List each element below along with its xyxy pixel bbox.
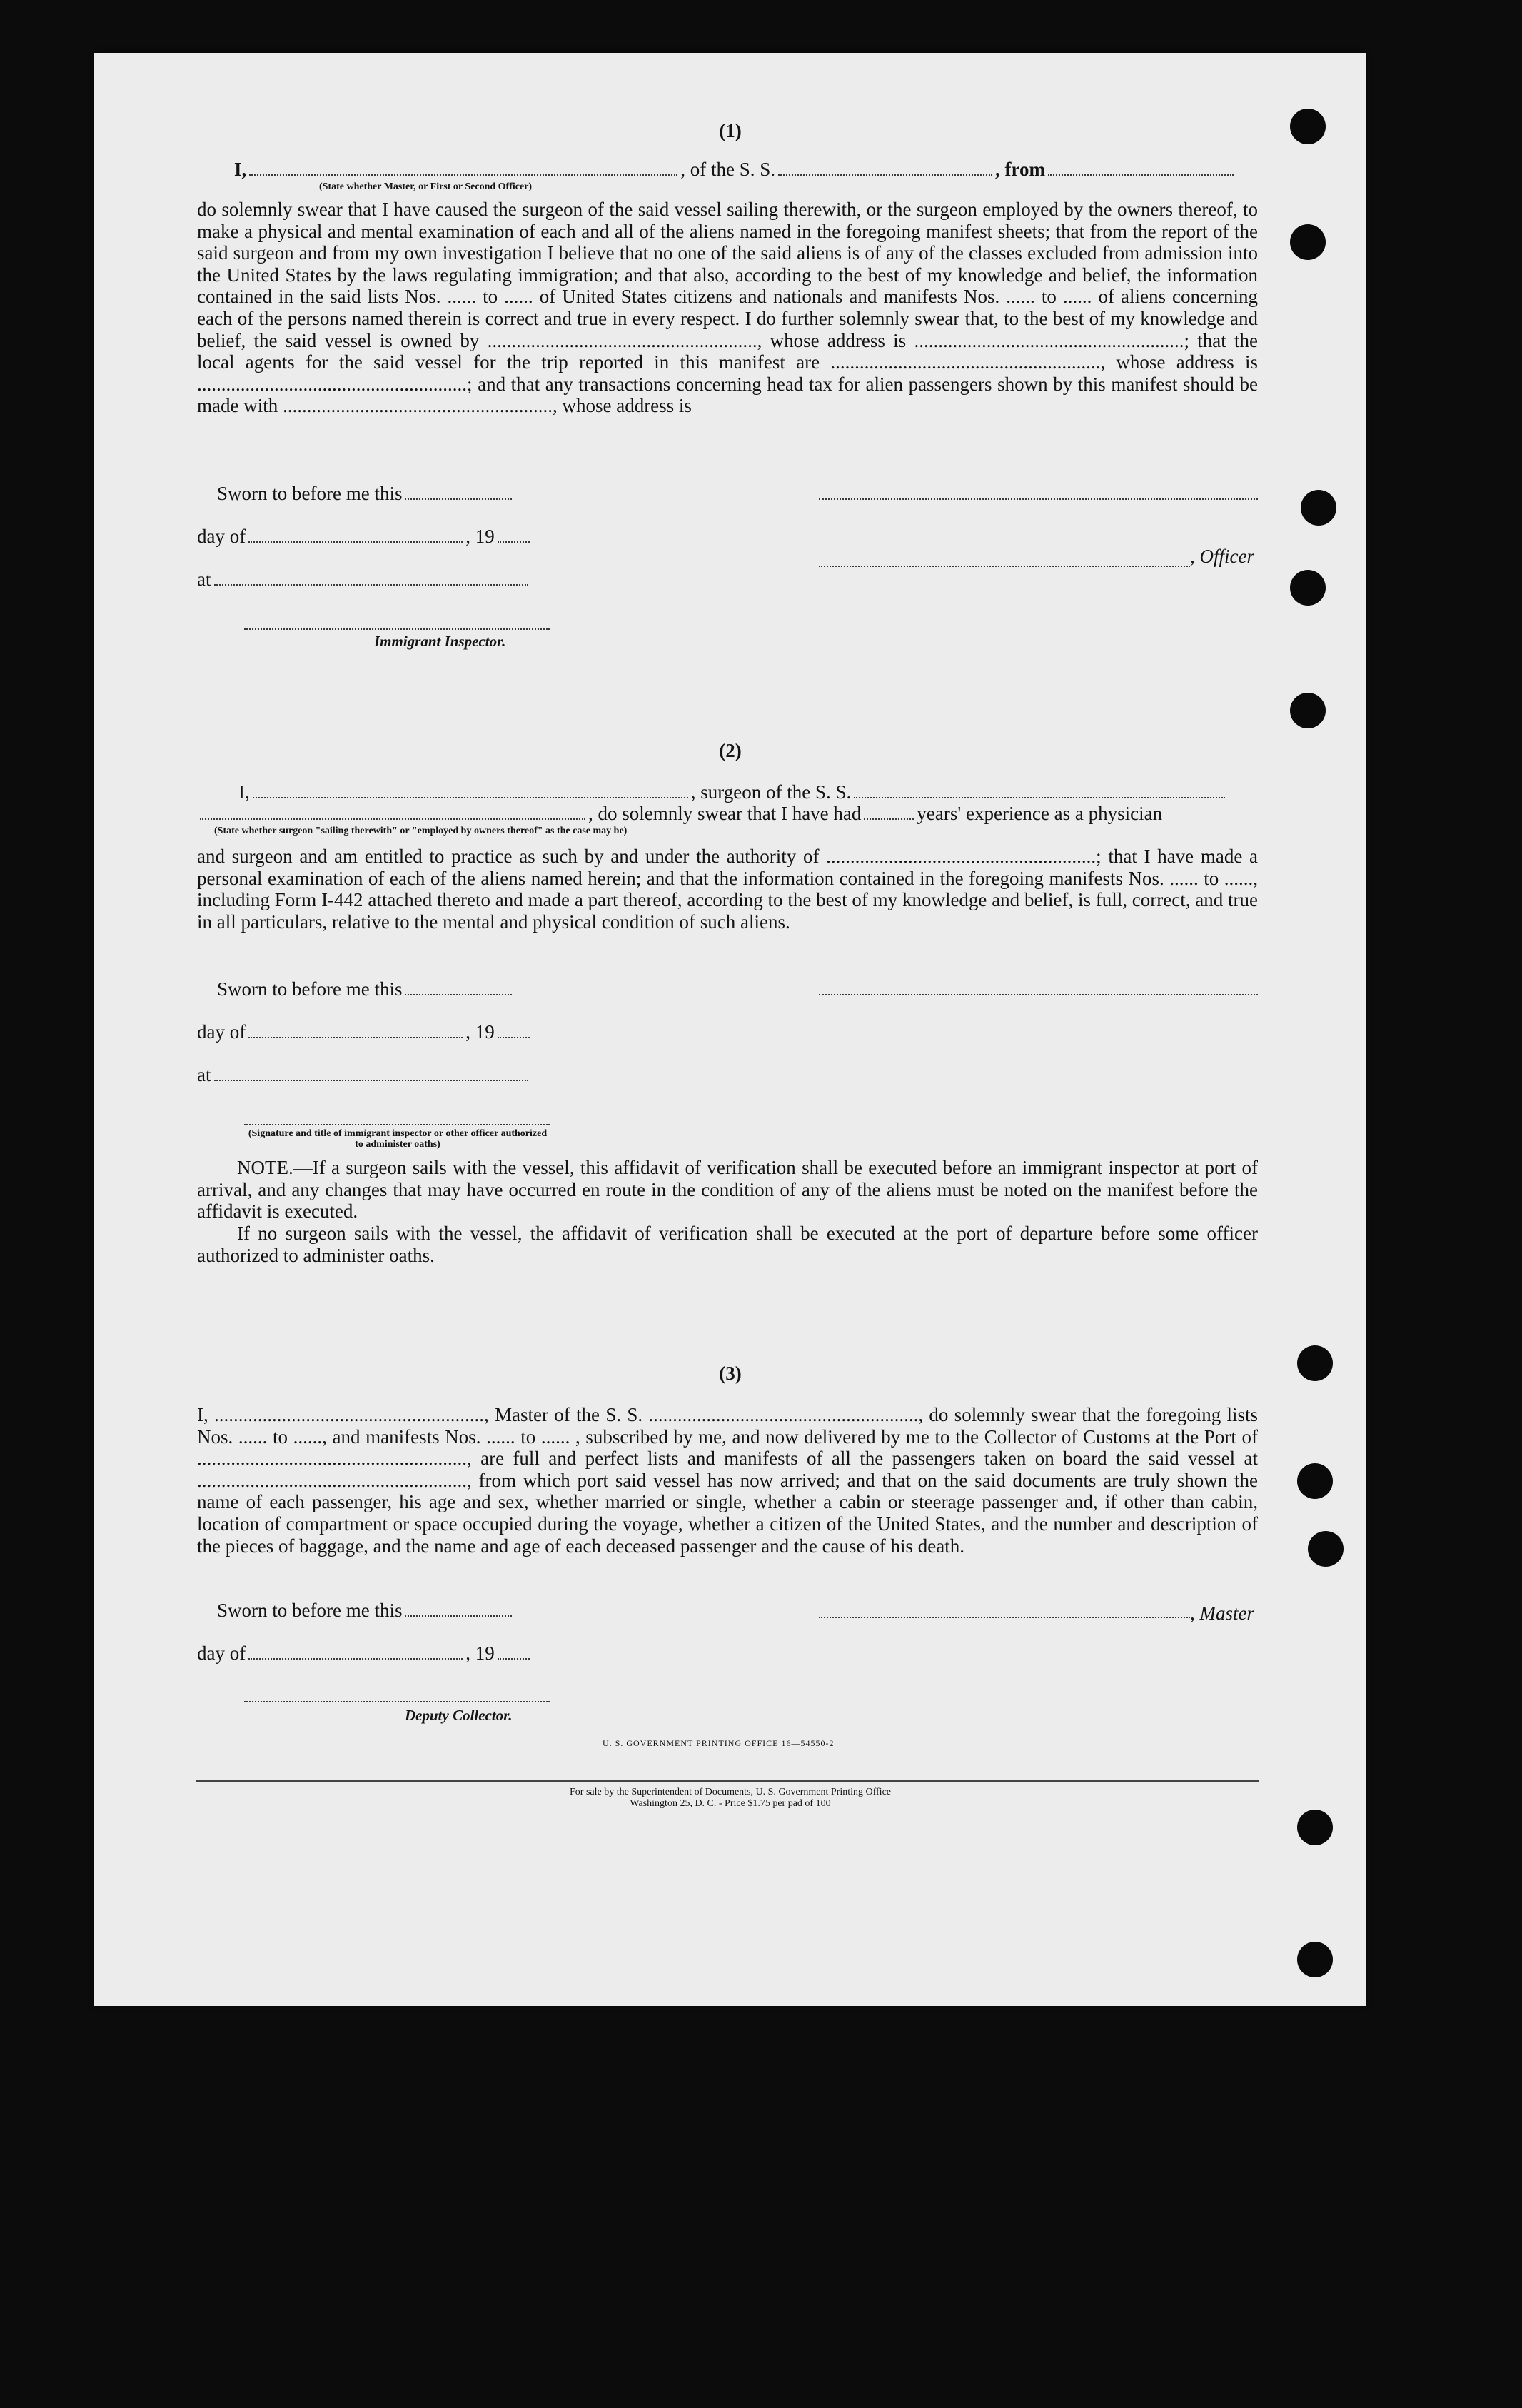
at-place-field-1[interactable] <box>214 571 528 586</box>
deputy-collector-label: Deputy Collector. <box>405 1707 513 1724</box>
note-paragraph-1 <box>197 1157 1258 1223</box>
immigrant-inspector-label: Immigrant Inspector. <box>374 633 506 650</box>
officer-rank-caption: (State whether Master, or First or Second Officer) <box>319 181 533 192</box>
swear-label: , do solemnly swear that I have had <box>588 803 862 824</box>
day-month-field-1[interactable] <box>248 528 463 543</box>
i-label: I, <box>234 159 247 180</box>
surgeon-vessel-field[interactable] <box>854 784 1225 798</box>
sworn-label-2: Sworn to before me this <box>217 978 403 1000</box>
day-line-3 <box>197 1642 533 1665</box>
at-label-2: at <box>197 1064 211 1085</box>
footer-rule <box>196 1780 1259 1782</box>
footer-line-2: Washington 25, D. C. - Price $1.75 per pad of 100 <box>630 1798 831 1809</box>
surgeon-name-field[interactable] <box>253 784 688 798</box>
day-month-field-3[interactable] <box>248 1645 463 1660</box>
footer <box>94 1787 1366 1810</box>
administering-officer-signature-line[interactable] <box>244 1124 550 1125</box>
form-page <box>94 53 1366 2006</box>
note-text-1: NOTE.—If a surgeon sails with the vessel, this affidavit of verification shall be executed before an immigrant inspector at port of arrival, and any changes that may have occurred en route in the condition of any of the aliens must be noted on the manifest before the affidavit is executed. <box>197 1157 1258 1223</box>
punch-hole-9 <box>1297 1810 1333 1845</box>
deputy-collector-signature-line[interactable] <box>244 1701 550 1702</box>
note-text-2: If no surgeon sails with the vessel, the affidavit of verification shall be executed at the port of departure before some officer authorized to administer oaths. <box>197 1223 1258 1266</box>
at-line-2 <box>197 1064 531 1086</box>
note-paragraph-2 <box>197 1223 1258 1266</box>
signature-title-caption: (Signature and title of immigrant inspector or other officer authorized to administer oaths) <box>248 1128 548 1150</box>
footer-line-1: For sale by the Superintendent of Documents, U. S. Government Printing Office <box>570 1787 891 1797</box>
punch-hole-8 <box>1308 1531 1344 1567</box>
master-signature-line[interactable] <box>819 1617 1190 1618</box>
inspector-signature-line[interactable] <box>244 628 550 630</box>
sworn-label: Sworn to before me this <box>217 483 403 504</box>
surgeon-signature-line[interactable] <box>819 994 1258 995</box>
section-2-body: and surgeon and am entitled to practice as such by and under the authority of ........................................................; that I have made a personal examination of each of the aliens named herein; and that the information contained in the foregoing manifests Nos. ...... to ......, including Form I-442 attached thereto and made a part thereof, according to the best of my knowledge and belief, is full, correct, and true in all particulars, relative to the mental and physical condition of such aliens. <box>197 846 1258 933</box>
signature-line-officer[interactable] <box>819 566 1190 567</box>
officer-title: , Officer <box>1190 546 1254 567</box>
surgeon-of-label: , surgeon of the S. S. <box>690 781 852 803</box>
sworn-line-3 <box>217 1600 515 1622</box>
section-1-opening-line <box>234 159 1236 181</box>
officer-rank-field[interactable] <box>249 161 677 176</box>
signature-line-officer-top[interactable] <box>819 498 1258 500</box>
day-line-2 <box>197 1021 533 1043</box>
departure-port-field[interactable] <box>1048 161 1234 176</box>
section-2-heading: (2) <box>719 740 742 761</box>
section-3-heading: (3) <box>719 1363 742 1384</box>
at-line-1 <box>197 568 531 591</box>
printer-line: U. S. GOVERNMENT PRINTING OFFICE 16—54550-2 <box>603 1738 835 1748</box>
punch-hole-7 <box>1297 1463 1333 1499</box>
master-title: , Master <box>1190 1602 1254 1624</box>
day-month-field-2[interactable] <box>248 1024 463 1038</box>
vessel-name-field[interactable] <box>778 161 992 176</box>
year-label-2: , 19 <box>465 1021 495 1043</box>
section-2-line-2 <box>197 803 1162 825</box>
day-of-label-2: day of <box>197 1021 246 1043</box>
punch-hole-5 <box>1290 693 1326 728</box>
sworn-line-1 <box>217 483 515 505</box>
at-label: at <box>197 568 211 590</box>
sworn-label-3: Sworn to before me this <box>217 1600 403 1621</box>
section-2-line-1 <box>238 781 1228 803</box>
punch-hole-10 <box>1297 1942 1333 1977</box>
year-field-3[interactable] <box>498 1645 530 1660</box>
section-1-body: do solemnly swear that I have caused the surgeon of the said vessel sailing therewith, or the surgeon employed by the owners thereof, to make a physical and mental examination of each and all of the aliens named in the foregoing manifest sheets; that from the report of the said surgeon and from my own investigation I believe that no one of the said aliens is of any of the classes excluded from admission into the United States by the laws regulating immigration; and that also, according to the best of my knowledge and belief, the information contained in the said lists Nos. ...... to ...... of United States citizens and nationals and manifests Nos. ...... to ...... of aliens concerning each of the persons named therein is correct and true in every respect. I do further solemnly swear that, to the best of my knowledge and belief, the said vessel is owned by ........................................................, whose address is ........................................................; that the local agents for the said vessel for the trip reported in this manifest are ........................................................, whose address is ........................................................; and that any transactions concerning head tax for alien passengers shown by this manifest should be made with ........................................................, whose address is <box>197 199 1258 417</box>
sworn-line-2 <box>217 978 515 1000</box>
of-the-ss-label: , of the S. S. <box>680 159 776 180</box>
years-experience-field[interactable] <box>864 806 914 820</box>
sworn-day-field-3[interactable] <box>405 1602 512 1617</box>
day-of-label: day of <box>197 526 246 547</box>
day-of-label-3: day of <box>197 1642 246 1664</box>
from-label: , from <box>995 159 1046 180</box>
at-place-field-2[interactable] <box>214 1067 528 1081</box>
surgeon-status-field[interactable] <box>200 806 585 820</box>
surgeon-status-caption: (State whether surgeon "sailing therewith" or "employed by owners thereof" as the case may be) <box>214 826 628 836</box>
i-label-2: I, <box>238 781 250 803</box>
day-line-1 <box>197 526 533 548</box>
section-3-body: I, ........................................................, Master of the S. S. ........................................................, do solemnly swear that the foregoing lists Nos. ...... to ......, and manifests Nos. ...... to ...... , subscribed by me, and now delivered by me to the Collector of Customs at the Port of ........................................................, are full and perfect lists and manifests of all the passengers taken on board the said vessel at ........................................................, from which port said vessel has now arrived; and that on the said documents are truly shown the name of each passenger, his age and sex, whether married or single, whether a cabin or steerage passenger and, if other than cabin, location of compartment or space occupied during the voyage, whether a citizen of the United States, and the number and description of the pieces of baggage, and the name and age of each deceased passenger and the cause of his death. <box>197 1404 1258 1557</box>
year-field-1[interactable] <box>498 528 530 543</box>
punch-hole-3 <box>1301 490 1336 526</box>
years-experience-label: years' experience as a physician <box>917 803 1163 824</box>
punch-hole-4 <box>1290 570 1326 606</box>
punch-hole-2 <box>1290 224 1326 260</box>
sworn-day-field-1[interactable] <box>405 486 512 500</box>
year-label-3: , 19 <box>465 1642 495 1664</box>
section-1-heading: (1) <box>719 120 742 141</box>
year-field-2[interactable] <box>498 1024 530 1038</box>
sworn-day-field-2[interactable] <box>405 981 512 995</box>
year-label: , 19 <box>465 526 495 547</box>
